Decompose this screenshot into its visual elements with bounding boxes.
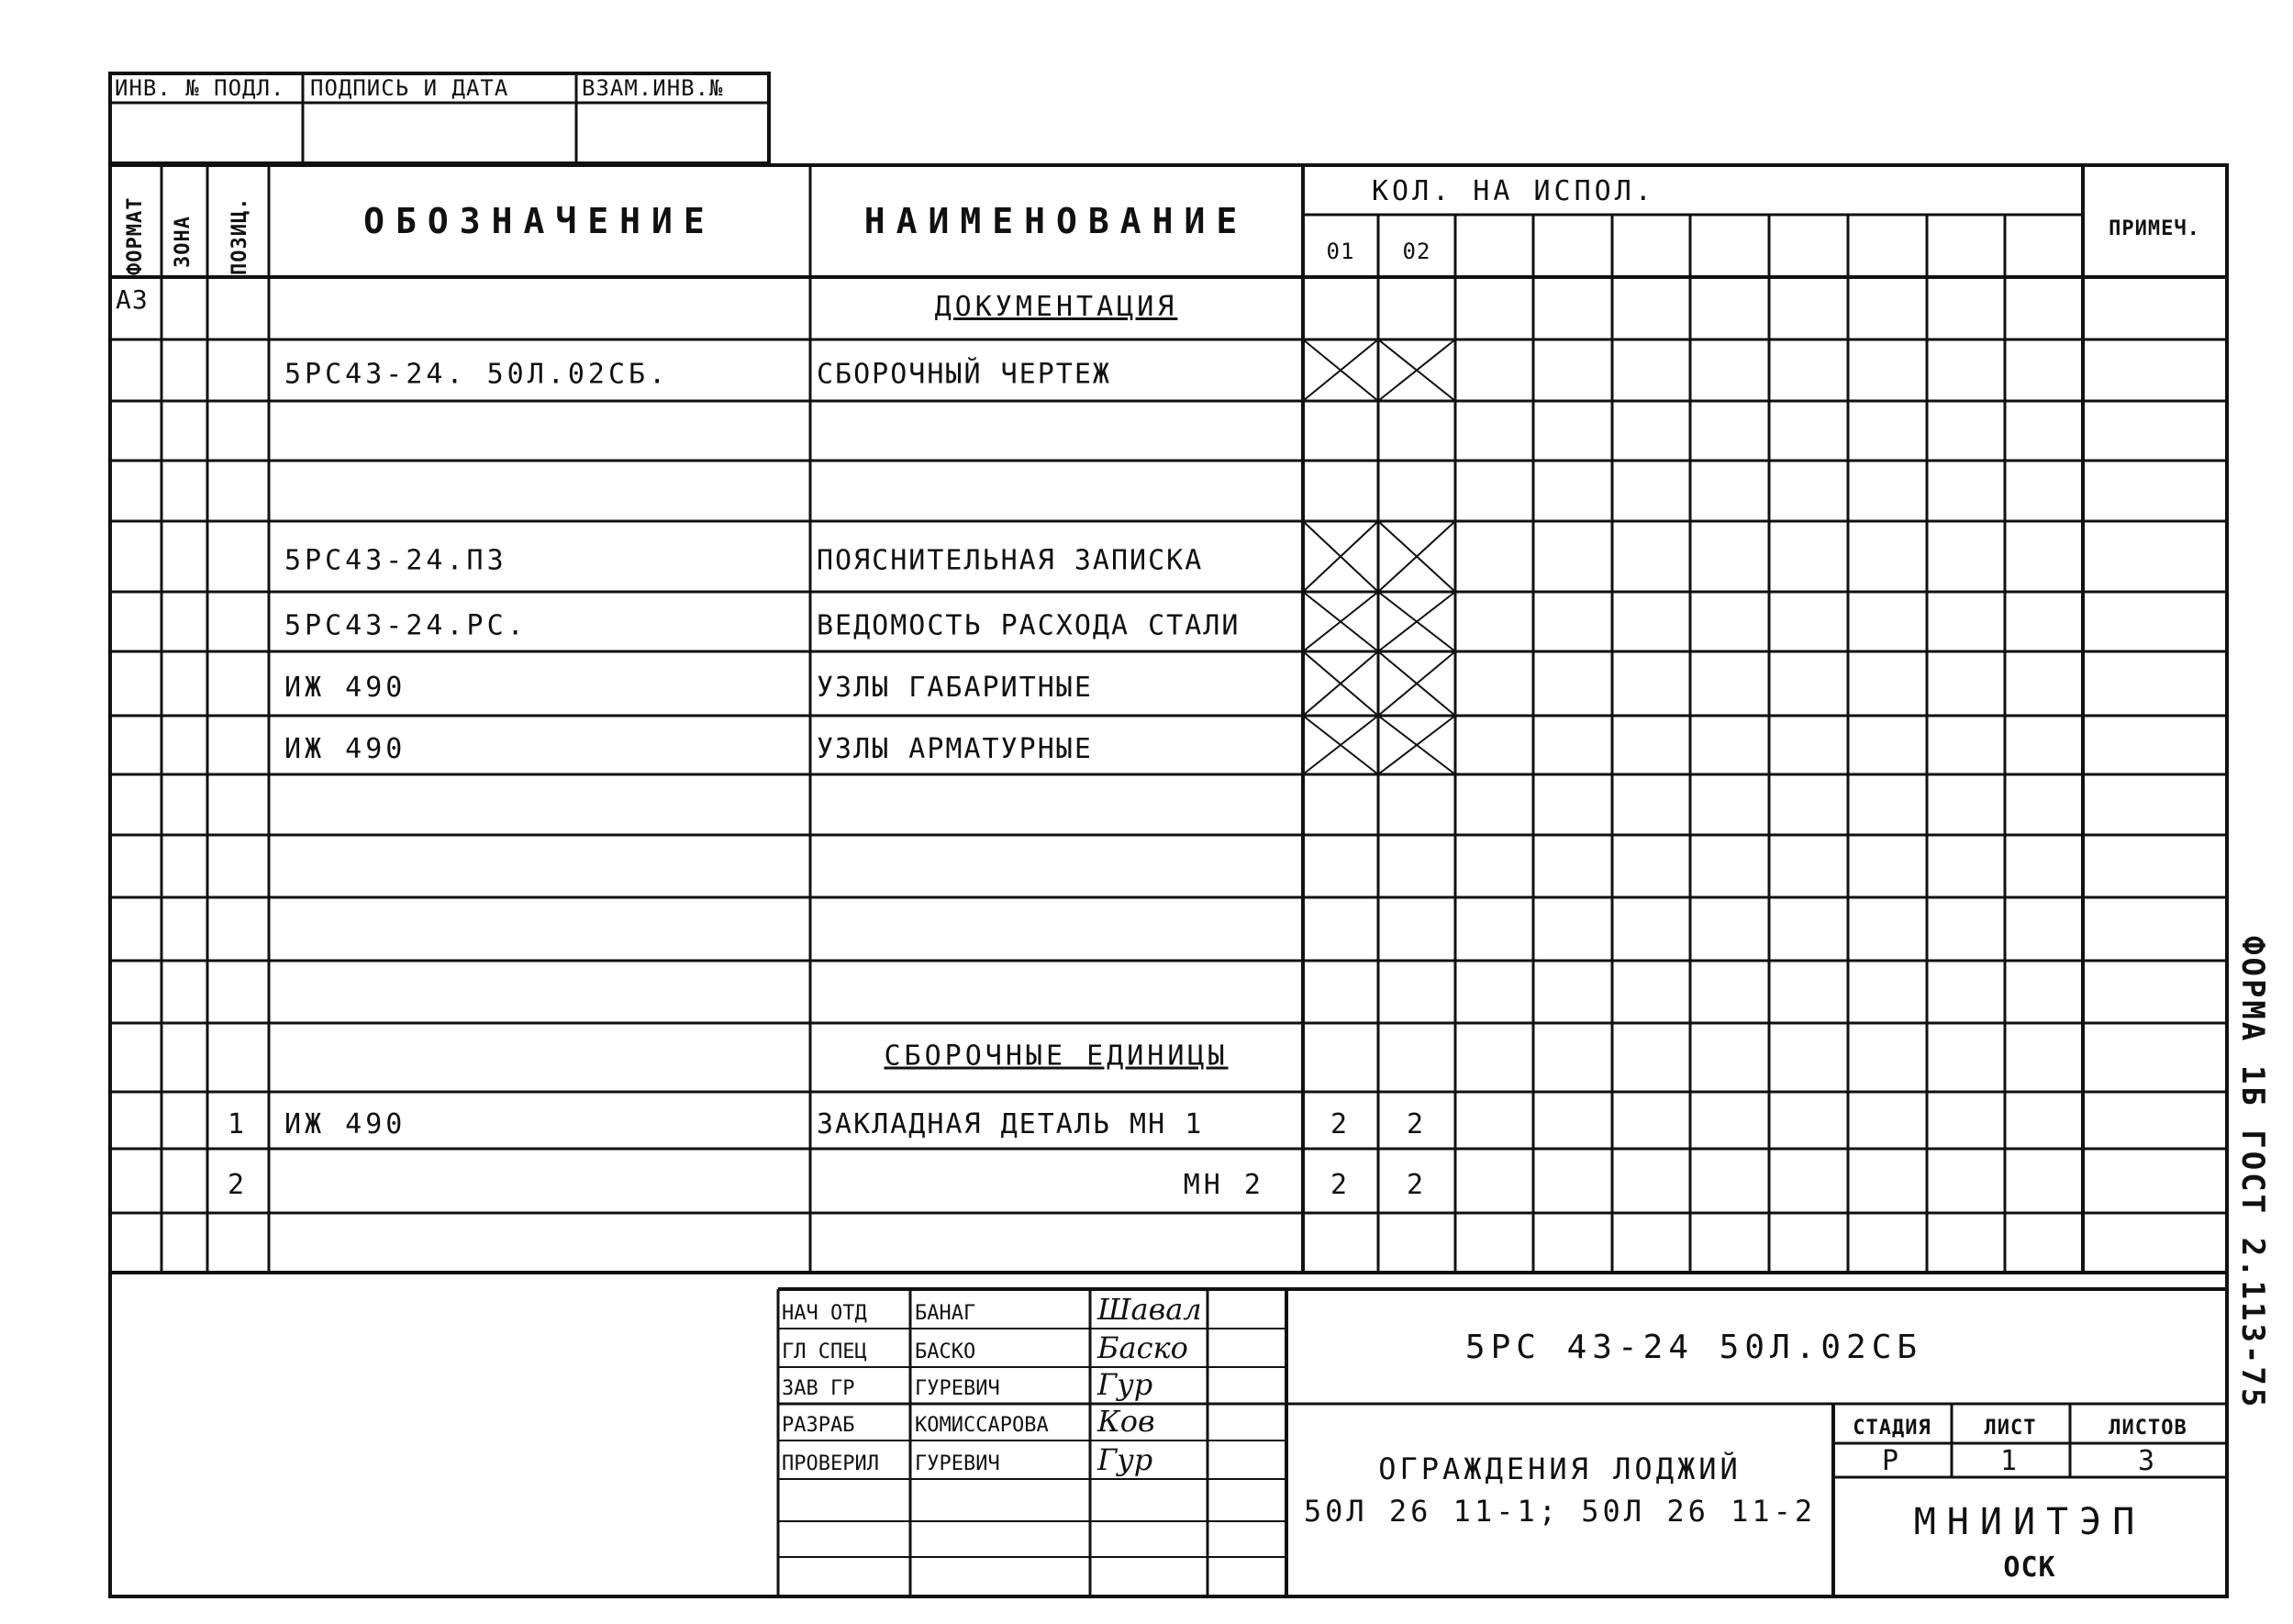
row-qty-02: 2 <box>1406 1108 1428 1140</box>
vzam-label: ВЗАМ.ИНВ.№ <box>582 75 724 101</box>
document-code: 5РС 43-24 50Л.02СБ <box>1464 1329 1923 1366</box>
form-gost-note: ФОРМА 1Б ГОСТ 2.113-75 <box>2234 936 2271 1410</box>
approval-signature: Гур <box>1097 1442 1153 1477</box>
approval-name: ГУРЕВИЧ <box>915 1377 1000 1400</box>
header-designation: ОБОЗНАЧЕНИЕ <box>363 201 716 241</box>
cross-mark-01 <box>1303 651 1378 716</box>
approval-name: БАНАГ <box>915 1302 976 1325</box>
approval-signature: Шавал <box>1097 1292 1202 1327</box>
approval-row <box>782 1367 1152 1402</box>
cross-mark-01 <box>1303 716 1378 774</box>
approval-name: ГУРЕВИЧ <box>915 1452 1000 1475</box>
approval-signature: Баско <box>1097 1330 1188 1365</box>
document-title-line1: ОГРАЖДЕНИЯ ЛОДЖИЙ <box>1378 1452 1742 1486</box>
row-qty-02: 2 <box>1406 1169 1428 1201</box>
header-quantity: КОЛ. НА ИСПОЛ. <box>1372 175 1655 207</box>
row-format: А3 <box>116 284 149 315</box>
header-format: ФОРМАТ <box>124 196 147 275</box>
stage-label: СТАДИЯ <box>1853 1417 1931 1440</box>
organization-name: МНИИТЭП <box>1913 1501 2146 1543</box>
row-name: ЗАКЛАДНАЯ ДЕТАЛЬ МН 1 <box>817 1108 1204 1140</box>
header-name: НАИМЕНОВАНИЕ <box>863 201 1249 241</box>
table-row <box>284 521 1455 592</box>
cross-mark-02 <box>1378 716 1455 774</box>
row-name: СБОРОЧНЫЙ ЧЕРТЕЖ <box>817 358 1111 391</box>
approval-signature: Гур <box>1097 1367 1153 1402</box>
row-designation: 5РС43-24. 50Л.02СБ. <box>284 358 670 391</box>
title-block-people <box>782 1292 1202 1477</box>
row-name: МН 2 <box>1183 1169 1264 1201</box>
approval-role: РАЗРАБ <box>782 1414 855 1437</box>
approval-name: БАСКО <box>915 1340 976 1363</box>
row-name: ПОЯСНИТЕЛЬНАЯ ЗАПИСКА <box>817 544 1204 577</box>
header-zone: ЗОНА <box>172 216 195 268</box>
table-row <box>284 651 1455 716</box>
row-designation: ИЖ 490 <box>284 1108 406 1140</box>
approval-role: ЗАВ ГР <box>782 1377 855 1400</box>
table-row <box>228 1169 1427 1201</box>
inv-label: ИНВ. № ПОДЛ. <box>115 75 285 101</box>
table-row <box>284 716 1455 774</box>
approval-role: НАЧ ОТД <box>782 1302 867 1325</box>
row-position: 1 <box>227 1108 249 1140</box>
approval-name: КОМИССАРОВА <box>915 1414 1049 1437</box>
document-title-line2: 50Л 26 11-1; 50Л 26 11-2 <box>1303 1494 1817 1529</box>
row-qty-01: 2 <box>1330 1108 1352 1140</box>
row-designation: ИЖ 490 <box>284 672 406 704</box>
row-designation: 5РС43-24.РС. <box>284 609 528 642</box>
table-row <box>228 1108 1427 1140</box>
cross-mark-01 <box>1303 521 1378 592</box>
spec-rows <box>116 284 1455 1201</box>
header-note: ПРИМЕЧ. <box>2109 217 2200 240</box>
row-qty-01: 2 <box>1330 1169 1352 1201</box>
section-heading: СБОРОЧНЫЕ ЕДИНИЦЫ <box>884 1040 1229 1073</box>
header-variant-01: 01 <box>1326 239 1355 264</box>
approval-row <box>782 1330 1188 1365</box>
row-position: 2 <box>227 1169 249 1201</box>
approval-signature: Ков <box>1097 1404 1155 1439</box>
row-name: ВЕДОМОСТЬ РАСХОДА СТАЛИ <box>817 609 1241 642</box>
header-variant-02: 02 <box>1402 239 1431 264</box>
sheet-value: 1 <box>1999 1445 2021 1477</box>
cross-mark-02 <box>1378 651 1455 716</box>
stage-value: Р <box>1881 1445 1903 1477</box>
sheets-value: 3 <box>2137 1445 2159 1477</box>
table-row <box>116 284 1177 323</box>
row-name: УЗЛЫ АРМАТУРНЫЕ <box>817 733 1093 765</box>
cross-mark-01 <box>1303 339 1378 401</box>
approval-row <box>782 1292 1202 1327</box>
approval-row <box>782 1404 1155 1439</box>
row-name: УЗЛЫ ГАБАРИТНЫЕ <box>817 672 1093 704</box>
approval-role: ГЛ СПЕЦ <box>782 1340 867 1363</box>
sign-date-label: ПОДПИСЬ И ДАТА <box>310 75 509 101</box>
approval-role: ПРОВЕРИЛ <box>782 1452 879 1475</box>
row-designation: 5РС43-24.П3 <box>284 544 507 577</box>
header-position: ПОЗИЦ. <box>228 196 251 275</box>
table-row <box>284 339 1455 401</box>
section-heading: ДОКУМЕНТАЦИЯ <box>934 291 1178 323</box>
cross-mark-01 <box>1303 592 1378 651</box>
approval-row <box>782 1442 1152 1477</box>
cross-mark-02 <box>1378 339 1455 401</box>
row-designation: ИЖ 490 <box>284 733 406 765</box>
organization-sub: ОСК <box>2003 1552 2056 1584</box>
table-row <box>884 1040 1228 1073</box>
sheet-label: ЛИСТ <box>1984 1417 2037 1440</box>
cross-mark-02 <box>1378 592 1455 651</box>
cross-mark-02 <box>1378 521 1455 592</box>
table-row <box>284 592 1455 651</box>
sheets-label: ЛИСТОВ <box>2109 1417 2187 1440</box>
